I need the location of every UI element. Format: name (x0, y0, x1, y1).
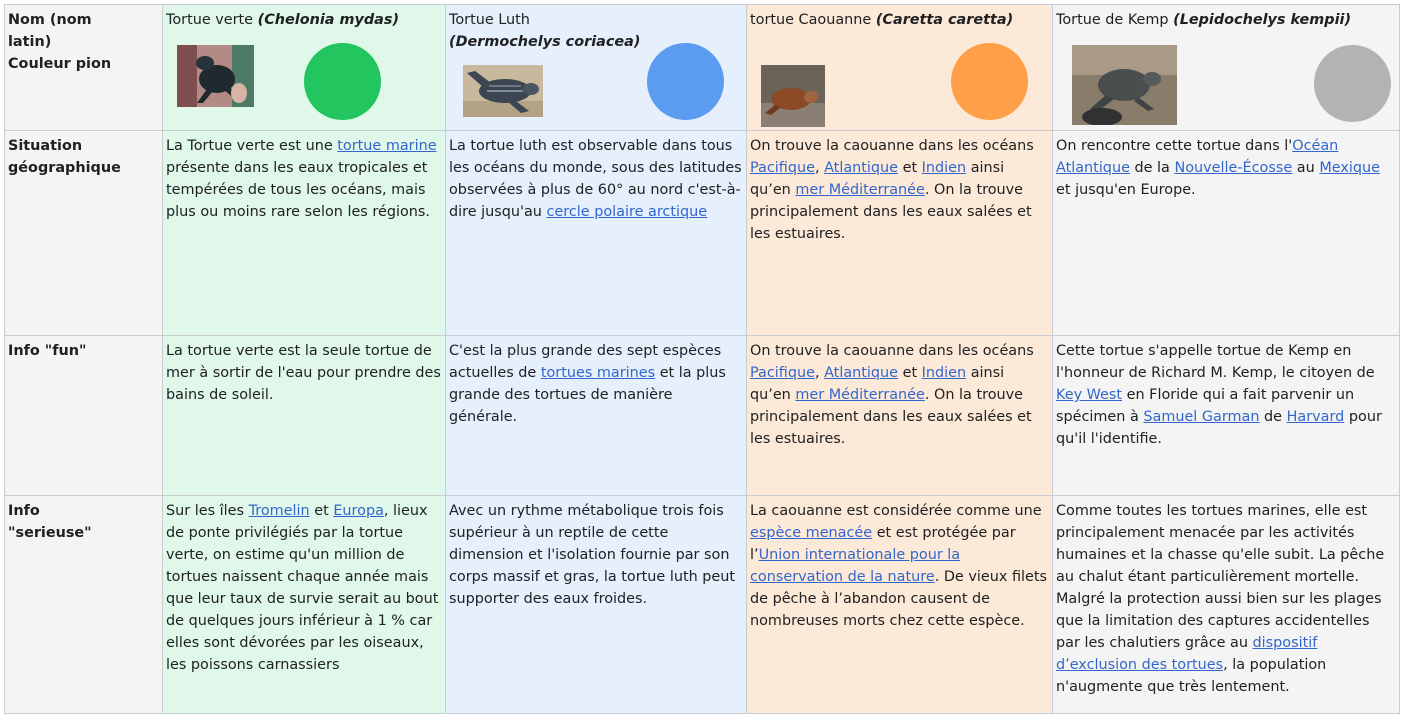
pawn-color-green (304, 43, 381, 120)
name-cell-green-turtle: Tortue verte (Chelonia mydas) (163, 5, 446, 131)
pawn-color-grey (1314, 45, 1391, 122)
row-header-fun: Info "fun" (5, 336, 163, 496)
turtle-latin-name: Dermochelys coriacea (455, 34, 634, 50)
serious-loggerhead: La caouanne est considérée comme une espèce menacée et est protégée par l’Union internationale pour la conservation de la nature. De vieux filets de pêche à l’abandon causent de nombreuses morts chez cette espèce. (747, 496, 1053, 714)
name-cell-loggerhead: tortue Caouanne (Caretta caretta) (747, 5, 1053, 131)
row-names (5, 5, 1400, 131)
row-header-geography: Situation géographique (5, 131, 163, 336)
row-geography (5, 131, 1400, 336)
row-header-names: Nom (nom latin) Couleur pion (5, 5, 163, 131)
name-cell-kemps-ridley: Tortue de Kemp (Lepidochelys kempii) (1053, 5, 1400, 131)
leatherback-turtle-photo-icon (463, 65, 543, 117)
row-serious-info (5, 496, 1400, 714)
fun-loggerhead: On trouve la caouanne dans les océans Pacifique, Atlantique et Indien ainsi qu’en mer Méditerranée. On la trouve principalement dans les eaux salées et les estuaires. (747, 336, 1053, 496)
turtle-name: Tortue de Kemp (1056, 12, 1169, 28)
row-header-serious: Info "serieuse" (5, 496, 163, 714)
name-cell-leatherback: Tortue Luth (Dermochelys coriacea) (446, 5, 747, 131)
kemps-ridley-turtle-photo-icon (1072, 45, 1177, 125)
turtle-latin-name: Lepidochelys kempii (1179, 12, 1345, 28)
turtle-latin-name: Chelonia mydas (264, 12, 393, 28)
fun-leatherback: C'est la plus grande des sept espèces actuelles de tortues marines et la plus grande des tortues de manière générale. (446, 336, 747, 496)
link-atlantique[interactable]: Atlantique (824, 160, 899, 176)
geo-green-turtle: La Tortue verte est une tortue marine présente dans les eaux tropicales et tempérées de tous les océans, mais plus ou moins rare selon les régions. (163, 131, 446, 336)
turtle-comparison-table (4, 4, 1400, 714)
serious-green-turtle: Sur les îles Tromelin et Europa, lieux de ponte privilégiés par la tortue verte, on estime qu'un million de tortues naissent chaque année mais que leur taux de survie serait au bout de quelques jours inférieur à 1 % car elles sont dévorées par les oiseaux, les poissons carnassiers (163, 496, 446, 714)
link-samuel-garman[interactable]: Samuel Garman (1143, 409, 1260, 425)
link-pacifique[interactable]: Pacifique (750, 160, 815, 176)
link-cercle-polaire-arctique[interactable]: cercle polaire arctique (546, 204, 708, 220)
geo-loggerhead: On trouve la caouanne dans les océans Pacifique, Atlantique et Indien ainsi qu’en mer Méditerranée. On la trouve principalement dans les eaux salées et les estuaires. (747, 131, 1053, 336)
row-fun-info (5, 336, 1400, 496)
link-tortues-marines[interactable]: tortues marines (540, 365, 656, 381)
link-atlantique[interactable]: Atlantique (824, 365, 899, 381)
fun-green-turtle: La tortue verte est la seule tortue de mer à sortir de l'eau pour prendre des bains de soleil. (163, 336, 446, 496)
link-europa[interactable]: Europa (333, 503, 384, 519)
turtle-name: tortue Caouanne (750, 12, 872, 28)
fun-kemps-ridley: Cette tortue s'appelle tortue de Kemp en l'honneur de Richard M. Kemp, le citoyen de Key West en Floride qui a fait parvenir un spécimen à Samuel Garman de Harvard pour qu'il l'identifie. (1053, 336, 1400, 496)
turtle-name: Tortue Luth (449, 12, 530, 28)
link-tortue-marine[interactable]: tortue marine (337, 138, 437, 154)
turtle-name: Tortue verte (166, 12, 254, 28)
link-key-west[interactable]: Key West (1056, 387, 1123, 403)
link-pacifique[interactable]: Pacifique (750, 365, 815, 381)
link-dispositif-exclusion-tortues[interactable]: dispositif d’exclusion des tortues (1056, 635, 1318, 673)
link-mer-mediterranee[interactable]: mer Méditerranée (795, 387, 925, 403)
serious-kemps-ridley: Comme toutes les tortues marines, elle est principalement menacée par les activités humaines et la chasse qu'elle subit. La pêche au chalut étant particulièrement mortelle. Malgré la protection aussi bien sur les plages que la limitation des captures accidentelles par les chalutiers grâce au dispositif d’exclusion des tortues, la population n'augmente que très lentement. (1053, 496, 1400, 714)
pawn-color-blue (647, 43, 724, 120)
loggerhead-turtle-photo-icon (761, 65, 825, 127)
link-espece-menacee[interactable]: espèce menacée (750, 525, 873, 541)
link-tromelin[interactable]: Tromelin (248, 503, 310, 519)
link-mer-mediterranee[interactable]: mer Méditerranée (795, 182, 925, 198)
link-mexique[interactable]: Mexique (1319, 160, 1380, 176)
link-uicn[interactable]: Union internationale pour la conservation de la nature (750, 547, 961, 585)
link-nouvelle-ecosse[interactable]: Nouvelle-Écosse (1174, 160, 1293, 176)
link-indien[interactable]: Indien (921, 365, 967, 381)
link-ocean-atlantique[interactable]: Océan Atlantique (1056, 138, 1339, 176)
link-indien[interactable]: Indien (921, 160, 967, 176)
turtle-latin-name: Caretta caretta (882, 12, 1007, 28)
geo-kemps-ridley: On rencontre cette tortue dans l'Océan Atlantique de la Nouvelle-Écosse au Mexique et jusqu'en Europe. (1053, 131, 1400, 336)
geo-leatherback: La tortue luth est observable dans tous les océans du monde, sous des latitudes observées à plus de 60° au nord c'est-à-dire jusqu'au cercle polaire arctique (446, 131, 747, 336)
pawn-color-orange (951, 43, 1028, 120)
serious-leatherback: Avec un rythme métabolique trois fois supérieur à un reptile de cette dimension et l'isolation fournie par son corps massif et gras, la tortue luth peut supporter des eaux froides. (446, 496, 747, 714)
green-turtle-photo-icon (177, 45, 254, 107)
link-harvard[interactable]: Harvard (1286, 409, 1345, 425)
